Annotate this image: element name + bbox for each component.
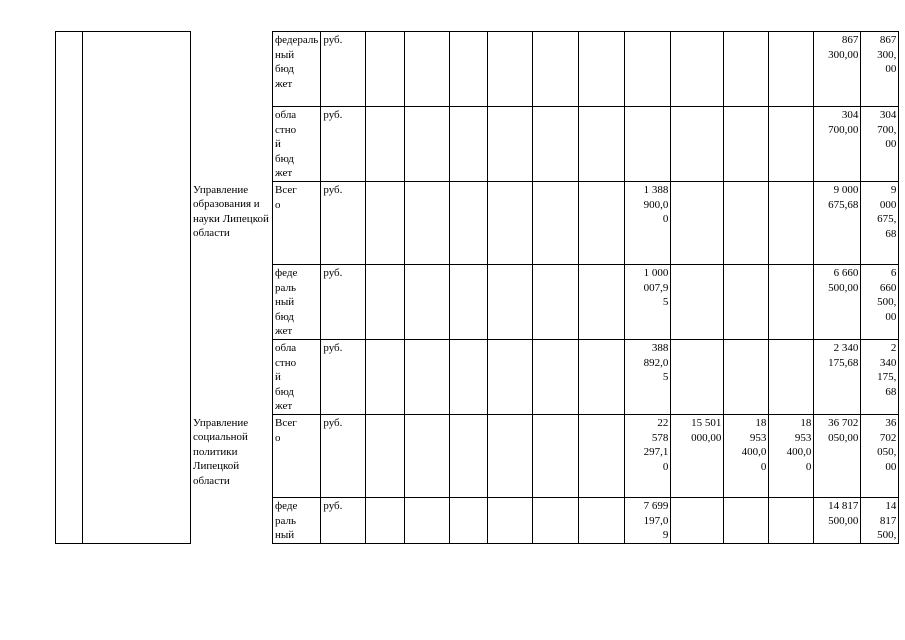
empty-cell xyxy=(579,32,625,107)
value-year3-cell xyxy=(769,340,814,415)
budget-type-cell: обла стно й бюд жет xyxy=(273,107,321,182)
value-year1-cell xyxy=(671,107,724,182)
empty-cell xyxy=(533,340,579,415)
value-total-cell: 1 388 900,0 0 xyxy=(625,182,671,265)
empty-cell xyxy=(579,107,625,182)
value-year1-cell xyxy=(671,340,724,415)
empty-cell xyxy=(579,340,625,415)
empty-cell xyxy=(533,498,579,544)
value-last-cell: 867 300, 00 xyxy=(861,32,899,107)
value-sum-cell: 867 300,00 xyxy=(814,32,861,107)
value-year1-cell xyxy=(671,182,724,265)
value-year3-cell xyxy=(769,498,814,544)
empty-cell xyxy=(533,265,579,340)
value-year1-cell xyxy=(671,265,724,340)
value-total-cell: 7 699 197,0 9 xyxy=(625,498,671,544)
value-last-cell: 304 700, 00 xyxy=(861,107,899,182)
value-last-cell: 9 000 675, 68 xyxy=(861,182,899,265)
unit-cell: руб. xyxy=(321,32,366,107)
value-last-cell: 6 660 500, 00 xyxy=(861,265,899,340)
value-sum-cell: 36 702 050,00 xyxy=(814,415,861,498)
value-year2-cell xyxy=(724,107,769,182)
value-year2-cell xyxy=(724,340,769,415)
value-sum-cell: 304 700,00 xyxy=(814,107,861,182)
table-body xyxy=(56,32,899,544)
value-year3-cell xyxy=(769,182,814,265)
value-year2-cell xyxy=(724,265,769,340)
value-total-cell xyxy=(625,107,671,182)
value-year2-cell xyxy=(724,32,769,107)
unit-cell: руб. xyxy=(321,415,366,498)
empty-cell xyxy=(366,265,405,340)
empty-cell xyxy=(488,415,533,498)
empty-cell xyxy=(405,415,450,498)
empty-cell xyxy=(450,107,488,182)
budget-type-cell: феде раль ный бюд жет xyxy=(273,265,321,340)
empty-cell xyxy=(405,107,450,182)
empty-cell xyxy=(450,498,488,544)
value-year2-cell xyxy=(724,182,769,265)
budget-type-cell: обла стно й бюд жет xyxy=(273,340,321,415)
value-year3-cell xyxy=(769,32,814,107)
organization-cell: Управление образования и науки Липецкой области xyxy=(191,182,273,415)
organization-cell xyxy=(191,32,273,182)
value-year3-cell xyxy=(769,107,814,182)
empty-cell xyxy=(579,182,625,265)
empty-cell xyxy=(533,107,579,182)
empty-cell xyxy=(366,32,405,107)
value-total-cell: 22 578 297,1 0 xyxy=(625,415,671,498)
unit-cell: руб. xyxy=(321,182,366,265)
budget-type-cell: федераль ный бюд жет xyxy=(273,32,321,107)
organization-cell: Управление социальной политики Липецкой области xyxy=(191,415,273,544)
unit-cell: руб. xyxy=(321,340,366,415)
value-sum-cell: 6 660 500,00 xyxy=(814,265,861,340)
value-total-cell: 388 892,0 5 xyxy=(625,340,671,415)
empty-cell xyxy=(533,32,579,107)
value-year3-cell: 18 953 400,0 0 xyxy=(769,415,814,498)
table-row xyxy=(56,32,899,107)
empty-cell xyxy=(405,32,450,107)
unit-cell: руб. xyxy=(321,107,366,182)
empty-cell xyxy=(405,182,450,265)
value-sum-cell: 14 817 500,00 xyxy=(814,498,861,544)
empty-cell xyxy=(488,32,533,107)
empty-cell xyxy=(450,32,488,107)
unit-cell: руб. xyxy=(321,265,366,340)
empty-cell xyxy=(450,340,488,415)
value-total-cell xyxy=(625,32,671,107)
value-total-cell: 1 000 007,9 5 xyxy=(625,265,671,340)
empty-cell xyxy=(366,415,405,498)
empty-cell xyxy=(405,340,450,415)
value-sum-cell: 2 340 175,68 xyxy=(814,340,861,415)
empty-cell xyxy=(450,415,488,498)
value-year1-cell xyxy=(671,32,724,107)
empty-cell xyxy=(366,182,405,265)
value-last-cell: 14 817 500, xyxy=(861,498,899,544)
empty-cell xyxy=(450,182,488,265)
index-cell xyxy=(56,32,83,544)
empty-cell xyxy=(533,182,579,265)
budget-type-cell: Всег о xyxy=(273,415,321,498)
empty-cell xyxy=(579,415,625,498)
empty-cell xyxy=(533,415,579,498)
value-last-cell: 2 340 175, 68 xyxy=(861,340,899,415)
value-year3-cell xyxy=(769,265,814,340)
value-year2-cell: 18 953 400,0 0 xyxy=(724,415,769,498)
empty-cell xyxy=(405,498,450,544)
empty-cell xyxy=(579,265,625,340)
budget-table xyxy=(55,31,899,544)
empty-cell xyxy=(488,107,533,182)
empty-cell xyxy=(488,498,533,544)
budget-type-cell: феде раль ный xyxy=(273,498,321,544)
value-sum-cell: 9 000 675,68 xyxy=(814,182,861,265)
empty-cell xyxy=(366,340,405,415)
unit-cell: руб. xyxy=(321,498,366,544)
budget-type-cell: Всег о xyxy=(273,182,321,265)
empty-cell xyxy=(366,107,405,182)
empty-cell xyxy=(450,265,488,340)
empty-cell xyxy=(366,498,405,544)
empty-cell xyxy=(488,265,533,340)
empty-cell xyxy=(488,340,533,415)
value-last-cell: 36 702 050, 00 xyxy=(861,415,899,498)
value-year2-cell xyxy=(724,498,769,544)
program-cell xyxy=(83,32,191,544)
empty-cell xyxy=(579,498,625,544)
empty-cell xyxy=(405,265,450,340)
value-year1-cell xyxy=(671,498,724,544)
empty-cell xyxy=(488,182,533,265)
value-year1-cell: 15 501 000,00 xyxy=(671,415,724,498)
